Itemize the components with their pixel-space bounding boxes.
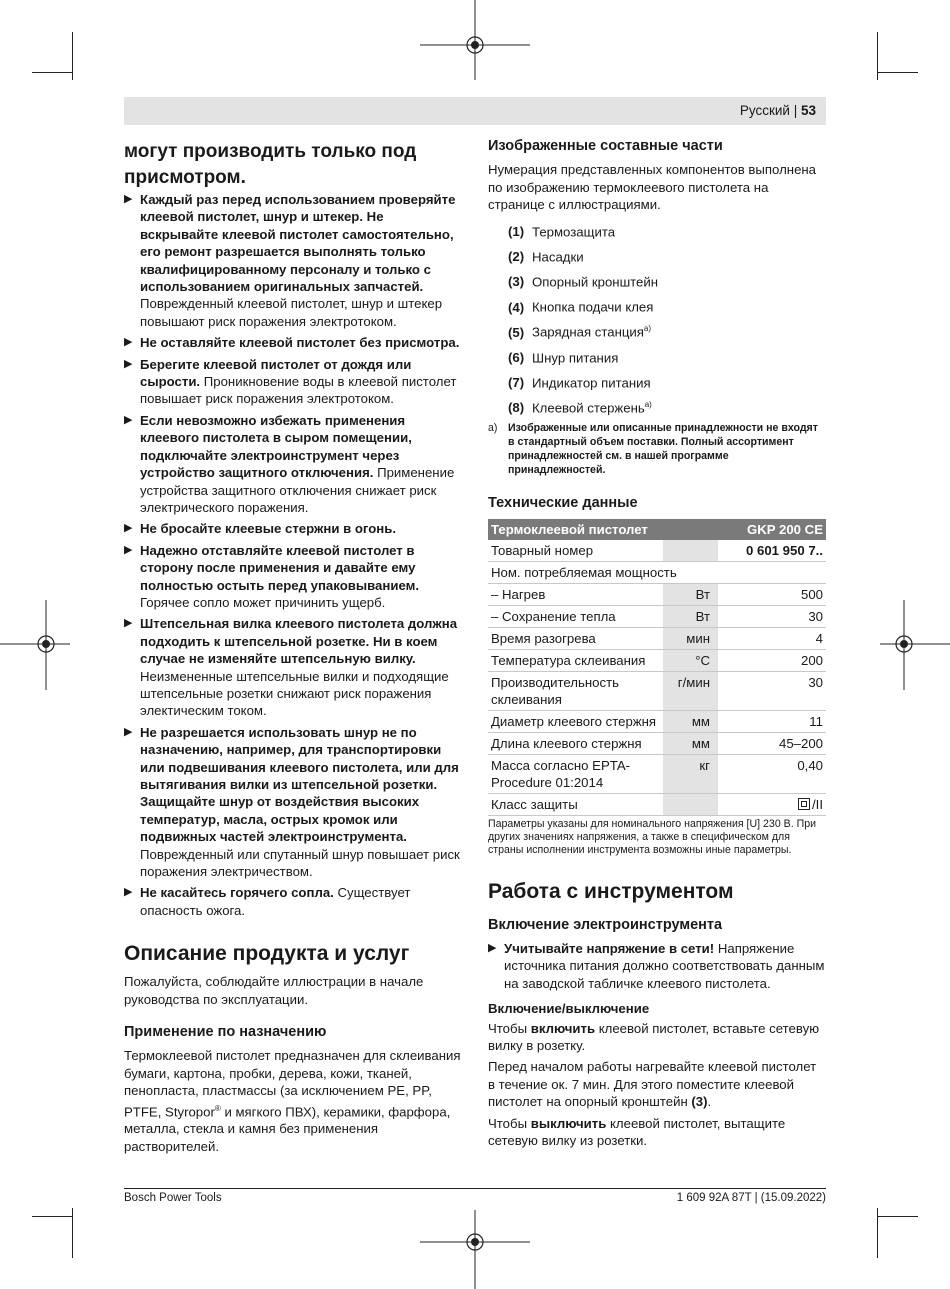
part-item [508, 270, 826, 291]
bullet-arrow-icon: ▶ [124, 336, 133, 349]
registration-mark-icon [880, 600, 950, 690]
crop-mark [72, 1208, 73, 1258]
registration-mark-icon [0, 600, 70, 690]
parts-footnote: a) Изображенные или описанные принадлежности не входят в стандартный объем поставки. Полный ассортимент принадлежностей см. в нашей программе принадлежностей. [488, 422, 818, 477]
footer-rule [124, 1188, 826, 1189]
part-item [508, 220, 826, 241]
registration-mark-icon [420, 1200, 530, 1289]
safety-bullets [124, 191, 464, 919]
crop-mark [878, 72, 918, 73]
safety-bullet: ▶ Каждый раз перед использованием проверяйте клеевой пистолет, шнур и штекер. Не вскрывайте клеевой пистолет самостоятельно, его ремонт разрешается выполнять только квалифицированному персоналу и только с использованием оригинальных запчастей. Поврежденный клеевой пистолет, шнур и штекер повышают риск поражения электротоком. [124, 192, 456, 329]
part-item: (8) Клеевой стержень$^{a)}$ [508, 399, 652, 416]
part-name: Клеевой стержень [532, 400, 645, 416]
part-number: (3) [508, 274, 525, 290]
page-number: 53 [800, 103, 816, 118]
table-row: – Нагрев Вт 500 [488, 583, 826, 605]
part-number: (2) [508, 249, 525, 265]
part-item [508, 245, 826, 266]
header-bar [124, 97, 826, 125]
table-row: Температура склеивания °C 200 [488, 649, 826, 671]
part-number: (6) [508, 349, 525, 365]
part-number: (1) [508, 224, 525, 240]
bullet-arrow-icon: ▶ [124, 413, 133, 426]
part-name: Индикатор питания [532, 375, 651, 391]
switch-off-text: Чтобы выключить клеевой пистолет, вытащите сетевую вилку из розетки. [488, 1115, 786, 1148]
table-header-row: Термоклеевой пистолет GKP 200 CE [488, 519, 826, 540]
parts-heading: Изображенные составные части [488, 138, 723, 154]
part-item: (5) Зарядная станция$^{a)}$ [508, 324, 652, 340]
switch-heading: Включение электроинструмента [488, 916, 723, 933]
table-row: Производительность склеивания г/мин 30 [488, 671, 826, 710]
part-item [508, 346, 826, 367]
table-row: Товарный номер 0 601 950 7.. [488, 540, 826, 562]
safety-bullet: ▶ Берегите клеевой пистолет от дождя или сырости. Проникновение воды в клеевой пистолет повышает риск поражения электротоком. [124, 356, 457, 407]
table-row: Длина клеевого стержня мм 45–200 [488, 732, 826, 754]
table-row: Диаметр клеевого стержня мм 11 [488, 710, 826, 732]
crop-mark [878, 1216, 918, 1217]
part-item [508, 295, 826, 316]
safety-bullet: ▶ Не оставляйте клеевой пистолет без присмотра. [124, 335, 460, 351]
part-name: Насадки [532, 249, 584, 265]
tech-heading: Технические данные [488, 495, 638, 512]
preheat-text: Перед началом работы нагревайте клеевой пистолет в течение ок. 7 мин. Для этого поместите клеевой пистолет на опорный кронштейн (3). [488, 1059, 817, 1110]
part-name: Шнур питания [532, 349, 619, 365]
part-number: (7) [508, 375, 525, 391]
product-text: Пожалуйста, соблюдайте иллюстрации в начале руководства по эксплуатации. [124, 974, 424, 1007]
tech-note: Параметры указаны для номинального напряжения [U] 230 В. При других значениях напряжения, а также в специфическом для страны исполнении инструмента возможны иные параметры. [488, 817, 817, 856]
part-number: (4) [508, 299, 525, 315]
safety-bullet: ▶ Не бросайте клеевые стержни в огонь. [124, 521, 397, 537]
safety-bullet: ▶ Штепсельная вилка клеевого пистолета должна подходить к штепсельной розетке. Ни в коем случае не изменяйте штепсельную вилку. Неизмененные штепсельные вилки и подходящие штепсельные розетки снижают риск поражения электическим током. [124, 616, 458, 719]
crop-mark [32, 1216, 72, 1217]
part-number: (5) [508, 324, 525, 340]
table-row: Класс защиты /II [488, 793, 826, 815]
parts-intro: Нумерация представленных компонентов выполнена по изображению термоклеевого пистолета на странице с иллюстрациями. [488, 162, 817, 213]
registration-mark-icon [420, 0, 530, 90]
onoff-heading: Включение/выключение [488, 1001, 650, 1017]
part-number: (8) [508, 400, 525, 416]
work-heading: Работа с инструментом [488, 879, 734, 903]
product-heading: Описание продукта и услуг [124, 942, 410, 966]
crop-mark [32, 72, 72, 73]
header-language: Русский [739, 103, 790, 118]
protection-class-icon [798, 798, 810, 810]
table-row: Ном. потребляемая мощность [488, 561, 826, 583]
left-column [124, 139, 464, 1155]
part-name: Кнопка подачи клея [532, 299, 654, 315]
bullet-arrow-icon: ▶ [124, 617, 133, 630]
bullet-arrow-icon: ▶ [124, 357, 133, 370]
usage-text: Термоклеевой пистолет предназначен для склеивания бумаги, картона, пробки, дерева, кожи, тканей, пенопласта, пластмассы (за исключением PE, PP, PTFE, Styropor® и мягкого ПВХ), керамики, фарфора, металла, стекла и камня без применения растворителей. [124, 1048, 461, 1154]
parts-list [488, 220, 826, 417]
table-row: – Сохранение тепла Вт 30 [488, 605, 826, 627]
tech-data-table [488, 519, 826, 816]
page-header: Русский | 53 [739, 103, 816, 118]
safety-bullet: ▶ Надежно отставляйте клеевой пистолет в сторону после применения и давайте ему полностью остыть перед упаковыванием. Горячее сопло может причинить ущерб. [124, 542, 420, 610]
part-name: Зарядная станция [532, 324, 644, 340]
switch-on-text: Чтобы включить клеевой пистолет, вставьте сетевую вилку в розетку. [488, 1020, 820, 1053]
part-name: Опорный кронштейн [532, 274, 659, 290]
usage-heading: Применение по назначению [124, 1024, 327, 1041]
crop-mark [72, 32, 73, 80]
switch-bullet: ▶ Учитывайте напряжение в сети! Напряжение источника питания должно соответствовать данным на заводской табличке клеевого пистолета. [488, 940, 825, 991]
safety-bullet: ▶ Не разрешается использовать шнур не по назначению, например, для транспортировки или подвешивания клеевого пистолета, или для вытягивания вилки из штепсельной розетки. Защищайте шнур от воздействия высоких температур, масла, острых кромок или подвижных частей электроинструмента. Поврежденный или спутанный шнур повышает риск поражения электричеством. [124, 724, 460, 880]
part-name: Термозащита [532, 224, 616, 240]
bullet-arrow-icon: ▶ [124, 543, 133, 556]
safety-bullet: ▶ Если невозможно избежать применения клеевого пистолета в сыром помещении, подключайте электроинструмент через устройство защитного отключения. Применение устройства защитного отключения снижает риск электрического поражения. [124, 412, 455, 515]
right-column [488, 138, 826, 1149]
bullet-arrow-icon: ▶ [124, 725, 133, 738]
bullet-arrow-icon: ▶ [124, 522, 133, 535]
bullet-arrow-icon: ▶ [124, 193, 133, 205]
lead-text: могут производить только под присмотром. [124, 141, 417, 188]
safety-bullet: ▶ Не касайтесь горячего сопла. Существует опасность ожога. [124, 885, 411, 918]
footer-left: Bosch Power Tools [124, 1192, 222, 1204]
footer-right: 1 609 92A 87T | (15.09.2022) [676, 1192, 826, 1204]
part-item [508, 371, 826, 392]
bullet-arrow-icon: ▶ [124, 886, 133, 899]
table-row: Время разогрева мин 4 [488, 627, 826, 649]
bullet-arrow-icon: ▶ [488, 941, 497, 954]
table-row: Масса согласно EPTA-Procedure 01:2014 кг 0,40 [488, 754, 826, 793]
